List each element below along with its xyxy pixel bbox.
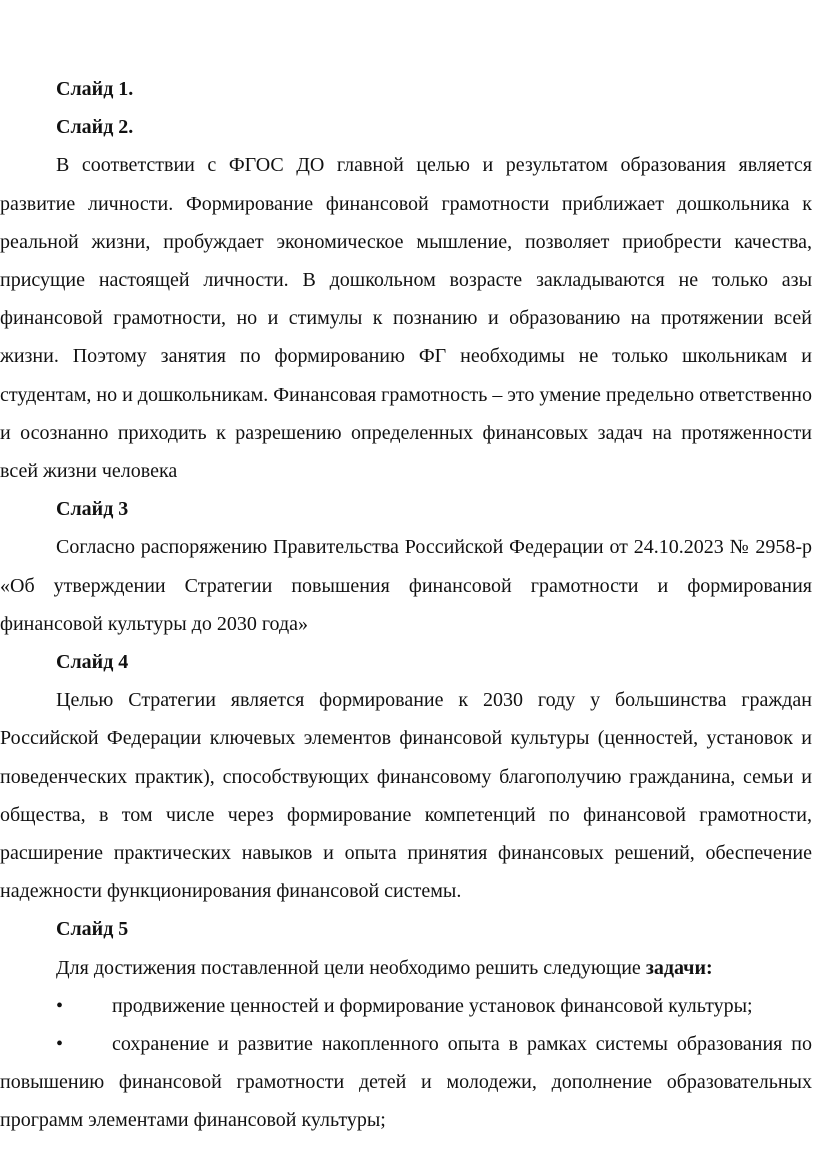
slide-3-paragraph: Согласно распоряжению Правительства Российской Федерации от 24.10.2023 № 2958-р «Об утверждении Стратегии повышения финансовой грамотности и формирования финансовой культуры до 2030 года» (0, 536, 812, 635)
bullet-item (0, 987, 812, 1025)
slide-5-intro-text: Для достижения поставленной цели необходимо решить следующие (56, 956, 641, 979)
slide-1-heading: Слайд 1. (56, 78, 134, 100)
slide-2-heading: Слайд 2. (56, 116, 134, 139)
slide-5-heading: Слайд 5 (56, 918, 129, 941)
bullet-text: продвижение ценностей и формирование установок финансовой культуры; (112, 994, 753, 1017)
document-page (0, 70, 812, 1140)
slide-3-heading: Слайд 3 (56, 498, 129, 521)
slide-2-paragraph: В соответствии с ФГОС ДО главной целью и результатом образования является развитие личности. Формирование финансовой грамотности приближает дошкольника к реальной жизни, пробуждает экономическое мышление, позволяет приобрести качества, присущие настоящей личности. В дошкольном возрасте закладываются не только азы финансовой грамотности, но и стимулы к познанию и образованию на протяжении всей жизни. Поэтому занятия по формированию ФГ необходимы не только школьникам и студентам, но и дошкольникам. Финансовая грамотность – это умение предельно ответственно и осознанно приходить к разрешению определенных финансовых задач на протяженности всей жизни человека (0, 154, 812, 483)
slide-5-intro (0, 949, 812, 987)
slide-4-paragraph: Целью Стратегии является формирование к 2030 году у большинства граждан Российской Федерации ключевых элементов финансовой культуры (ценностей, установок и поведенческих практик), способствующих финансовому благополучию гражданина, семьи и общества, в том числе через формирование компетенций по финансовой грамотности, расширение практических навыков и опыта принятия финансовых решений, обеспечение надежности функционирования финансовой системы. (0, 689, 812, 903)
bullet-text: сохранение и развитие накопленного опыта в рамках системы образования по повышению финансовой грамотности детей и молодежи, дополнение образовательных программ элементами финансовой культуры; (0, 1033, 812, 1132)
slide-5-intro-bold: задачи: (645, 956, 713, 979)
bullet-marker: • (56, 1033, 64, 1056)
bullet-marker: • (56, 994, 64, 1017)
bullet-item (0, 1025, 812, 1140)
slide-4-heading: Слайд 4 (56, 651, 129, 674)
